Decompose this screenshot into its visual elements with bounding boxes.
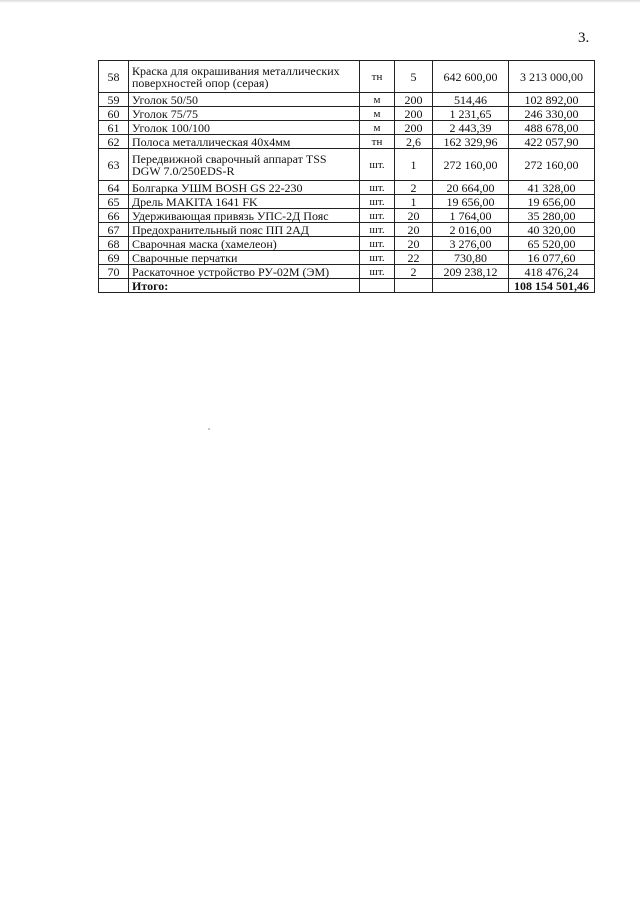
item-quantity: 200 [395,93,433,107]
item-price: 1 764,00 [433,209,509,223]
row-number: 58 [99,61,129,93]
item-quantity: 200 [395,121,433,135]
item-unit: шт. [360,209,395,223]
table-row [99,93,595,107]
row-number: 67 [99,223,129,237]
item-price: 19 656,00 [433,195,509,209]
item-sum: 19 656,00 [509,195,595,209]
item-price: 730,80 [433,251,509,265]
table-row [99,181,595,195]
row-number: 60 [99,107,129,121]
item-quantity: 20 [395,209,433,223]
total-row [99,279,595,293]
item-quantity: 20 [395,223,433,237]
item-unit: тн [360,61,395,93]
item-quantity: 2,6 [395,135,433,149]
item-sum: 65 520,00 [509,237,595,251]
item-name: Предохранительный пояс ПП 2АД [129,223,360,237]
item-sum: 488 678,00 [509,121,595,135]
row-number: 65 [99,195,129,209]
item-sum: 40 320,00 [509,223,595,237]
item-sum: 418 476,24 [509,265,595,279]
page-number: 3. [578,30,590,46]
item-sum: 102 892,00 [509,93,595,107]
row-number: 70 [99,265,129,279]
items-table [98,60,595,293]
item-name: Удерживающая привязь УПС-2Д Пояс [129,209,360,223]
item-quantity: 200 [395,107,433,121]
item-price: 3 276,00 [433,237,509,251]
item-quantity: 20 [395,237,433,251]
item-price: 20 664,00 [433,181,509,195]
item-price: 2 443,39 [433,121,509,135]
total-empty-cell [99,279,129,293]
row-number: 59 [99,93,129,107]
row-number: 63 [99,149,129,181]
item-price: 272 160,00 [433,149,509,181]
item-quantity: 2 [395,181,433,195]
item-price: 514,46 [433,93,509,107]
item-sum: 272 160,00 [509,149,595,181]
item-name: Полоса металлическая 40х4мм [129,135,360,149]
item-name: Уголок 100/100 [129,121,360,135]
item-unit: шт. [360,195,395,209]
item-sum: 35 280,00 [509,209,595,223]
item-name: Передвижной сварочный аппарат TSS DGW 7.0/250EDS-R [129,149,360,181]
item-sum: 3 213 000,00 [509,61,595,93]
table-row [99,237,595,251]
item-name: Дрель MAKITA 1641 FK [129,195,360,209]
item-unit: м [360,121,395,135]
item-price: 642 600,00 [433,61,509,93]
item-name: Уголок 75/75 [129,107,360,121]
item-price: 2 016,00 [433,223,509,237]
table-row [99,149,595,181]
item-unit: м [360,107,395,121]
table-row [99,223,595,237]
table-row [99,265,595,279]
item-name: Раскаточное устройство РУ-02М (ЭМ) [129,265,360,279]
scan-edge [0,0,640,3]
row-number: 61 [99,121,129,135]
row-number: 68 [99,237,129,251]
row-number: 66 [99,209,129,223]
table-row [99,195,595,209]
table-row [99,251,595,265]
item-price: 1 231,65 [433,107,509,121]
table-row [99,61,595,93]
item-name: Уголок 50/50 [129,93,360,107]
row-number: 64 [99,181,129,195]
total-sum: 108 154 501,46 [509,279,595,293]
item-name: Сварочные перчатки [129,251,360,265]
item-unit: шт. [360,223,395,237]
table-row [99,135,595,149]
table-row [99,209,595,223]
row-number: 62 [99,135,129,149]
item-unit: шт. [360,181,395,195]
item-sum: 16 077,60 [509,251,595,265]
table-row [99,107,595,121]
item-quantity: 22 [395,251,433,265]
item-price: 209 238,12 [433,265,509,279]
item-unit: тн [360,135,395,149]
total-empty-cell [395,279,433,293]
item-price: 162 329,96 [433,135,509,149]
total-label: Итого: [129,279,360,293]
item-quantity: 5 [395,61,433,93]
total-empty-cell [360,279,395,293]
scan-speck [208,428,210,430]
total-empty-cell [433,279,509,293]
item-unit: шт. [360,251,395,265]
item-name: Сварочная маска (хамелеон) [129,237,360,251]
row-number: 69 [99,251,129,265]
item-unit: шт. [360,149,395,181]
item-sum: 422 057,90 [509,135,595,149]
item-name: Краска для окрашивания металлических поверхностей опор (серая) [129,61,360,93]
item-sum: 41 328,00 [509,181,595,195]
item-name: Болгарка УШМ BOSH GS 22-230 [129,181,360,195]
item-sum: 246 330,00 [509,107,595,121]
item-unit: м [360,93,395,107]
item-unit: шт. [360,265,395,279]
table-row [99,121,595,135]
item-quantity: 1 [395,149,433,181]
item-quantity: 1 [395,195,433,209]
item-quantity: 2 [395,265,433,279]
item-unit: шт. [360,237,395,251]
